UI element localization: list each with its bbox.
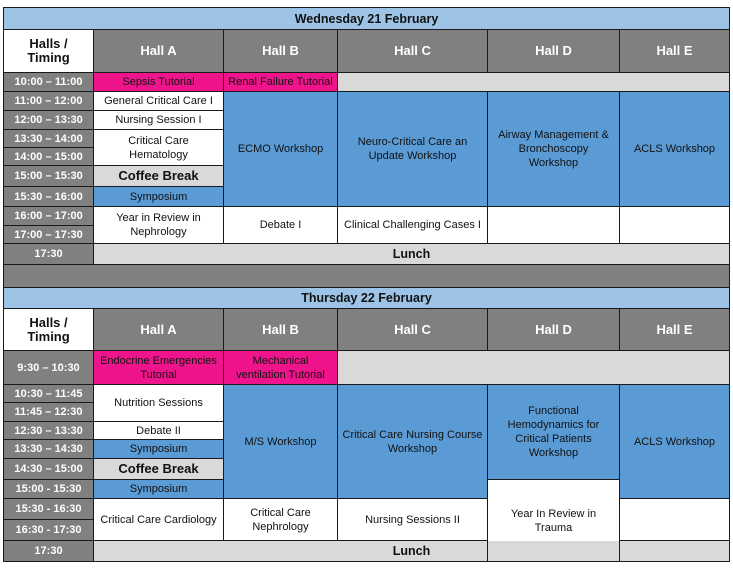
session-sepsis-tutorial: Sepsis Tutorial <box>94 73 224 92</box>
time-slot: 15:30 - 16:30 <box>4 499 94 520</box>
time-slot: 17:00 – 17:30 <box>4 226 94 244</box>
time-slot: 17:30 <box>4 541 94 562</box>
session-symposium: Symposium <box>94 440 224 459</box>
empty-block <box>338 73 730 92</box>
empty-cell <box>620 207 730 244</box>
time-slot: 12:30 – 13:30 <box>4 422 94 440</box>
session-critical-care-cardiology: Critical Care Cardiology <box>94 499 224 541</box>
coffee-break: Coffee Break <box>94 459 224 480</box>
empty-block <box>338 351 730 385</box>
session-year-in-review-nephrology: Year in Review in Nephrology <box>94 207 224 244</box>
hall-header-row <box>4 309 730 351</box>
session-functional-hemodynamics-workshop: Functional Hemodynamics for Critical Patients Workshop <box>488 385 620 480</box>
time-slot: 11:00 – 12:00 <box>4 92 94 111</box>
day-title: Thursday 22 February <box>4 288 730 309</box>
session-endocrine-emergencies-tutorial: Endocrine Emergencies Tutorial <box>94 351 224 385</box>
session-symposium: Symposium <box>94 480 224 499</box>
hall-c-header: Hall C <box>338 309 488 351</box>
time-slot: 13:30 – 14:00 <box>4 130 94 148</box>
time-row <box>4 207 730 226</box>
time-row <box>4 385 730 403</box>
day-title: Wednesday 21 February <box>4 8 730 30</box>
session-clinical-challenging-cases: Clinical Challenging Cases I <box>338 207 488 244</box>
coffee-break: Coffee Break <box>94 166 224 187</box>
session-nursing-course-workshop: Critical Care Nursing Course Workshop <box>338 385 488 499</box>
time-slot: 12:00 – 13:30 <box>4 111 94 130</box>
session-critical-care-hematology: Critical Care Hematology <box>94 130 224 166</box>
session-general-critical-care: General Critical Care I <box>94 92 224 111</box>
time-slot: 10:00 – 11:00 <box>4 73 94 92</box>
time-slot: 15:00 - 15:30 <box>4 480 94 499</box>
session-nursing-session: Nursing Session I <box>94 111 224 130</box>
time-slot: 15:30 – 16:00 <box>4 187 94 207</box>
session-critical-care-nephrology: Critical Care Nephrology <box>224 499 338 541</box>
session-ms-workshop: M/S Workshop <box>224 385 338 499</box>
session-nutrition-sessions: Nutrition Sessions <box>94 385 224 422</box>
time-slot: 16:30 - 17:30 <box>4 520 94 541</box>
hall-d-header: Hall D <box>488 309 620 351</box>
time-row <box>4 499 730 520</box>
time-slot: 13:30 – 14:30 <box>4 440 94 459</box>
halls-timing-label: Halls / Timing <box>4 309 94 351</box>
time-row <box>4 541 730 562</box>
lunch-break: Lunch <box>94 541 730 562</box>
time-slot: 9:30 – 10:30 <box>4 351 94 385</box>
day-header-row <box>4 8 730 30</box>
time-slot: 11:45 – 12:30 <box>4 403 94 422</box>
time-slot: 16:00 – 17:00 <box>4 207 94 226</box>
hall-b-header: Hall B <box>224 30 338 73</box>
hall-e-header: Hall E <box>620 309 730 351</box>
hall-c-header: Hall C <box>338 30 488 73</box>
day-header-row <box>4 288 730 309</box>
session-debate: Debate II <box>94 422 224 440</box>
time-row <box>4 92 730 111</box>
time-row <box>4 73 730 92</box>
hall-a-header: Hall A <box>94 30 224 73</box>
hall-b-header: Hall B <box>224 309 338 351</box>
halls-timing-label: Halls / Timing <box>4 30 94 73</box>
hall-a-header: Hall A <box>94 309 224 351</box>
session-neuro-critical-care-workshop: Neuro-Critical Care an Update Workshop <box>338 92 488 207</box>
empty-cell <box>488 207 620 244</box>
time-row <box>4 351 730 385</box>
hall-d-header: Hall D <box>488 30 620 73</box>
session-renal-failure-tutorial: Renal Failure Tutorial <box>224 73 338 92</box>
session-nursing-sessions: Nursing Sessions II <box>338 499 488 541</box>
time-slot: 14:00 – 15:00 <box>4 148 94 166</box>
separator-bar <box>4 265 730 288</box>
session-acls-workshop: ACLS Workshop <box>620 92 730 207</box>
time-slot: 15:00 – 15:30 <box>4 166 94 187</box>
session-ecmo-workshop: ECMO Workshop <box>224 92 338 207</box>
time-row <box>4 244 730 265</box>
session-acls-workshop: ACLS Workshop <box>620 385 730 499</box>
hall-e-header: Hall E <box>620 30 730 73</box>
time-slot: 17:30 <box>4 244 94 265</box>
schedule-table <box>3 7 730 562</box>
session-debate: Debate I <box>224 207 338 244</box>
empty-cell <box>620 499 730 541</box>
session-mechanical-ventilation-tutorial: Mechanical ventilation Tutorial <box>224 351 338 385</box>
hall-header-row <box>4 30 730 73</box>
time-slot: 14:30 – 15:00 <box>4 459 94 480</box>
schedule-sheet <box>3 7 730 562</box>
day-separator <box>4 265 730 288</box>
time-slot: 10:30 – 11:45 <box>4 385 94 403</box>
lunch-break: Lunch <box>94 244 730 265</box>
session-year-in-review-trauma: Year In Review in Trauma <box>488 480 620 562</box>
session-airway-management-workshop: Airway Management & Bronchoscopy Workshop <box>488 92 620 207</box>
session-symposium: Symposium <box>94 187 224 207</box>
